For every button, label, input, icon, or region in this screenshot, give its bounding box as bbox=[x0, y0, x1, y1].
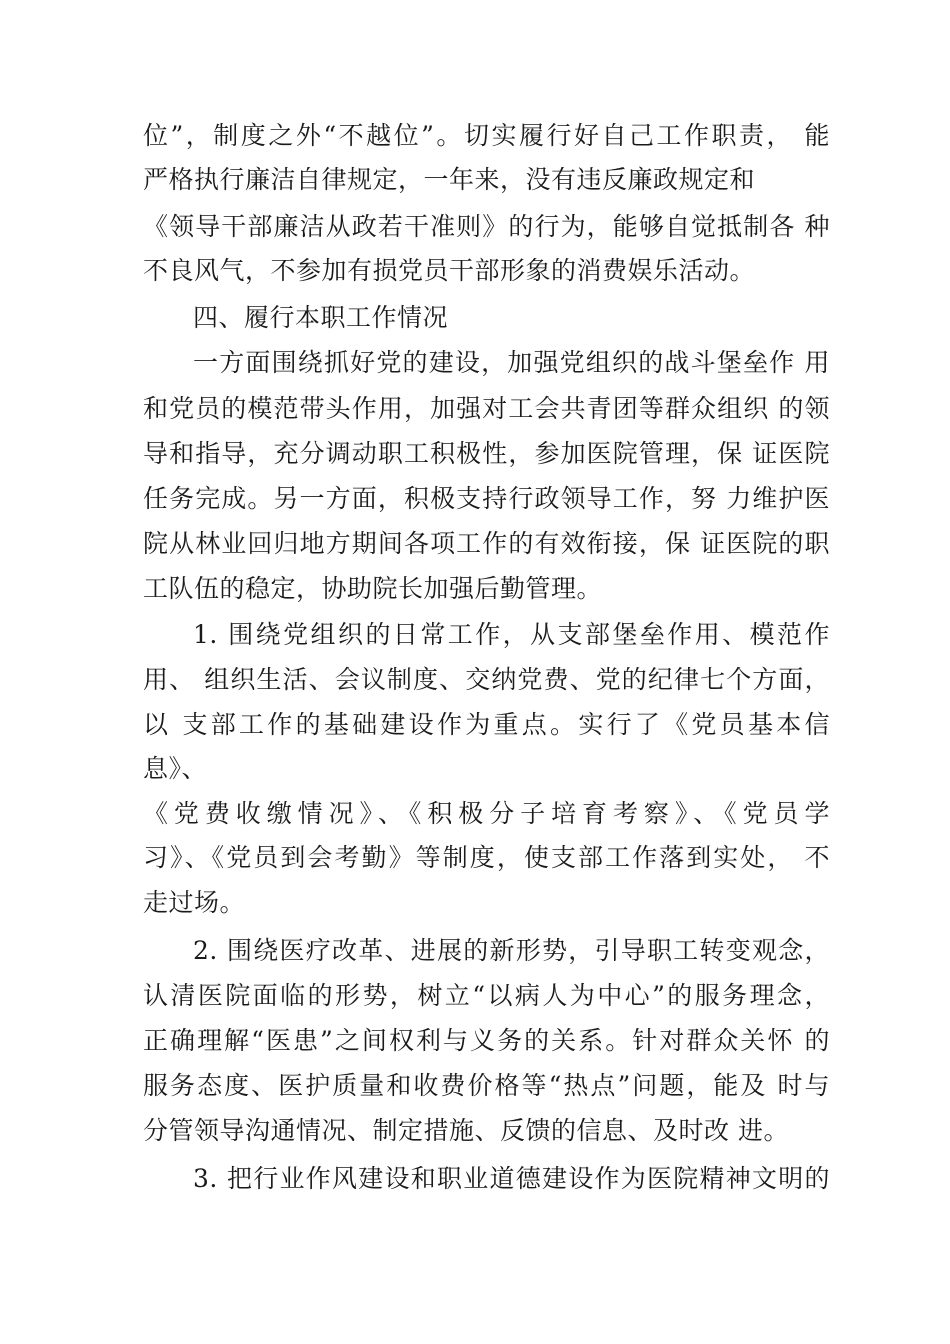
text-line: 一方面围绕抓好党的建设，加强党组织的战斗堡垒作 用 bbox=[193, 348, 830, 377]
text-line: 《领导干部廉洁从政若干准则》的行为，能够自觉抵制各 种 bbox=[143, 212, 830, 241]
text-line: 息》、 bbox=[143, 754, 208, 783]
text-line: 以 支部工作的基础建设作为重点。实行了《党员基本信 bbox=[143, 710, 830, 739]
section-heading: 四、履行本职工作情况 bbox=[193, 303, 449, 332]
text-line: 导和指导，充分调动职工积极性，参加医院管理，保 证医院 bbox=[143, 439, 830, 468]
text-line: 院从林业回归地方期间各项工作的有效衔接，保 证医院的职 bbox=[143, 529, 830, 558]
text-line: 走过场。 bbox=[143, 888, 246, 917]
text-line: 位”，制度之外“不越位”。切实履行好自己工作职责， 能 bbox=[143, 121, 830, 150]
list-item-1: 1. 围绕党组织的日常工作，从支部堡垒作用、模范作 bbox=[193, 620, 830, 649]
list-item-2: 2. 围绕医疗改革、进展的新形势，引导职工转变观念， bbox=[193, 936, 830, 965]
text-line: 《党费收缴情况》、《积极分子培育考察》、《党员学 bbox=[143, 799, 830, 828]
text-line: 工队伍的稳定，协助院长加强后勤管理。 bbox=[143, 574, 603, 603]
text-line: 正确理解“医患”之间权利与义务的关系。针对群众关怀 的 bbox=[143, 1026, 830, 1055]
text-line: 任务完成。另一方面，积极支持行政领导工作，努 力维护医 bbox=[143, 484, 830, 513]
text-line: 认清医院面临的形势，树立“以病人为中心”的服务理念， bbox=[143, 981, 830, 1010]
text-line: 用、 组织生活、会议制度、交纳党费、党的纪律七个方面， bbox=[143, 665, 830, 694]
text-line: 习》、《党员到会考勤》等制度，使支部工作落到实处， 不 bbox=[143, 843, 830, 872]
list-item-3: 3. 把行业作风建设和职业道德建设作为医院精神文明的 bbox=[193, 1164, 830, 1193]
text-line: 服务态度、医护质量和收费价格等“热点”问题，能及 时与 bbox=[143, 1071, 830, 1100]
text-line: 不良风气，不参加有损党员干部形象的消费娱乐活动。 bbox=[143, 256, 756, 285]
text-line: 严格执行廉洁自律规定，一年来，没有违反廉政规定和 bbox=[143, 165, 756, 194]
text-line: 分管领导沟通情况、制定措施、反馈的信息、及时改 进。 bbox=[143, 1116, 789, 1145]
text-line: 和党员的模范带头作用，加强对工会共青团等群众组织 的领 bbox=[143, 394, 830, 423]
